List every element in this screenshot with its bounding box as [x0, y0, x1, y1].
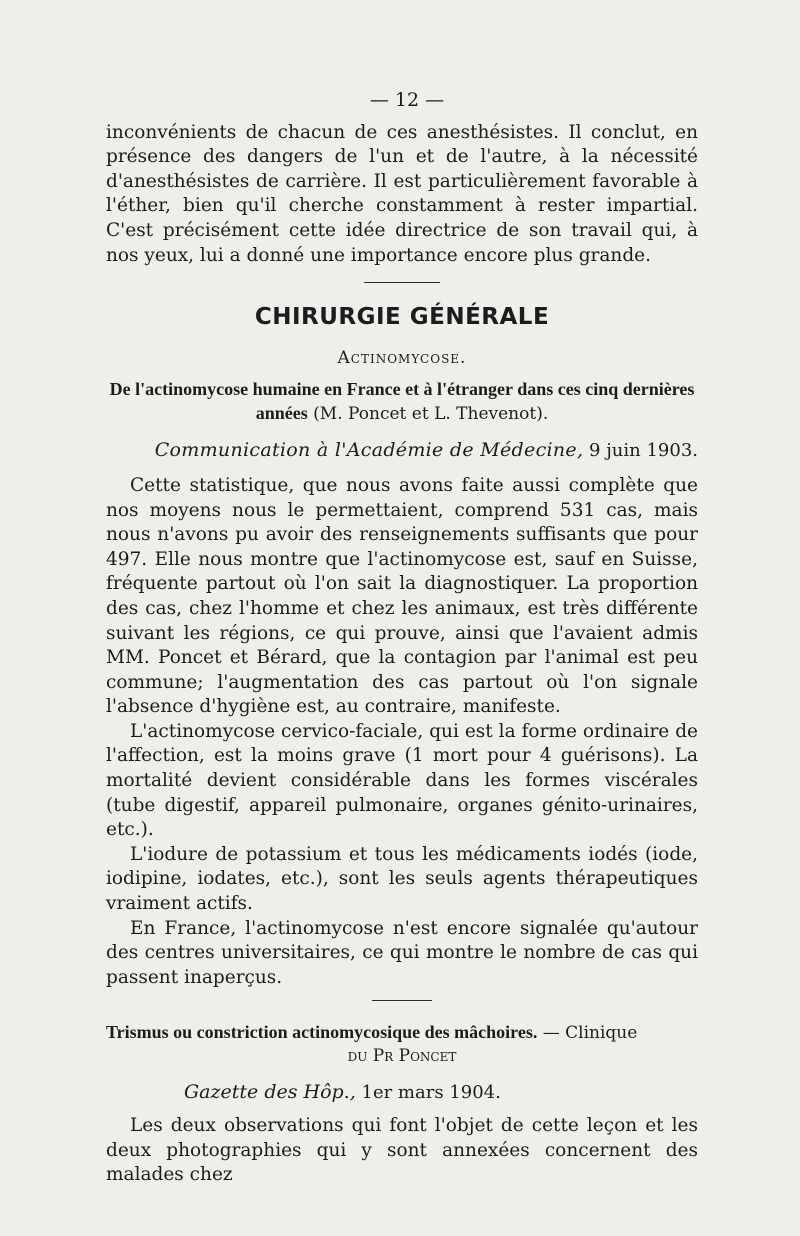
page-number: — 12 —	[369, 89, 445, 111]
section-title: CHIRURGIE GÉNÉRALE	[254, 304, 550, 331]
article1-paragraph-1: Cette statistique, que nous avons faite aussi complète que nos moyens nous le permettaient, comprend 531 cas, mais nous n'avons pu avoir des renseignements suffisants que pour 497. Elle nous montre que l'actinomycose est, sauf en Suisse, fréquente partout où l'on sait la diagnostiquer. La proportion des cas, chez l'homme et chez les animaux, est très différente suivant les régions, ce qui prouve, ainsi que l'avaient admis MM. Poncet et Bérard, que la contagion par l'animal est peu commune; l'augmentation des cas partout où l'on signale l'absence d'hygiène est, au contraire, manifeste.	[106, 474, 698, 718]
article2-title-line1	[106, 1021, 698, 1045]
article2-paragraph: Les deux observations qui font l'objet de cette leçon et les deux photographies qui y sont annexées concernent des malades chez	[106, 1115, 698, 1186]
article2-source-journal: Gazette des Hôp.,	[184, 1081, 356, 1104]
article1-title	[106, 378, 698, 426]
article1-paragraph-4: En France, l'actinomycose n'est encore signalée qu'autour des centres universitaires, ce qui montre le nombre de cas qui passent inaperçus.	[106, 917, 698, 988]
article2-title	[106, 1021, 698, 1068]
article2-title-line2: du Pr Poncet	[347, 1046, 457, 1067]
separator-rule-2	[372, 1000, 432, 1001]
article2-title-bold: Trismus ou constriction actinomycosique des mâchoires.	[106, 1022, 538, 1043]
article1-source-journal: Communication à l'Académie de Médecine,	[154, 439, 584, 462]
article1-paragraph-3: L'iodure de potassium et tous les médicaments iodés (iode, iodipine, iodates, etc.), sont les seuls agents thérapeutiques vraiment actifs.	[106, 843, 698, 915]
article1-authors: (M. Poncet et L. Thevenot).	[313, 404, 549, 425]
subsection-title: Actinomycose.	[337, 347, 467, 368]
article1-paragraph-2: L'actinomycose cervico-faciale, qui est la forme ordinaire de l'affection, est la moins grave (1 mort pour 4 guérisons). La mortalité devient considérable dans les formes viscérales (tube digestif, appareil pulmonaire, organes génito-urinaires, etc.).	[106, 720, 698, 841]
article2-source	[106, 1080, 698, 1106]
article1-source	[106, 438, 698, 464]
separator-rule	[364, 282, 440, 283]
article1-title-bold: De l'actinomycose humaine en France et à l'étranger dans ces cinq dernières années	[109, 379, 695, 424]
intro-paragraph: inconvénients de chacun de ces anesthésistes. Il conclut, en présence des dangers de l'un et de l'autre, à la nécessité d'anesthésistes de carrière. Il est particulièrement favorable à l'éther, bien qu'il cherche constamment à rester impartial. C'est précisément cette idée directrice de son travail qui, à nos yeux, lui a donné une importance encore plus grande.	[106, 121, 698, 266]
page-content	[106, 88, 698, 1188]
article2-title-rest: — Clinique	[542, 1023, 638, 1044]
article2-source-date: 1er mars 1904.	[361, 1082, 501, 1104]
article1-source-date: 9 juin 1903.	[589, 440, 698, 462]
